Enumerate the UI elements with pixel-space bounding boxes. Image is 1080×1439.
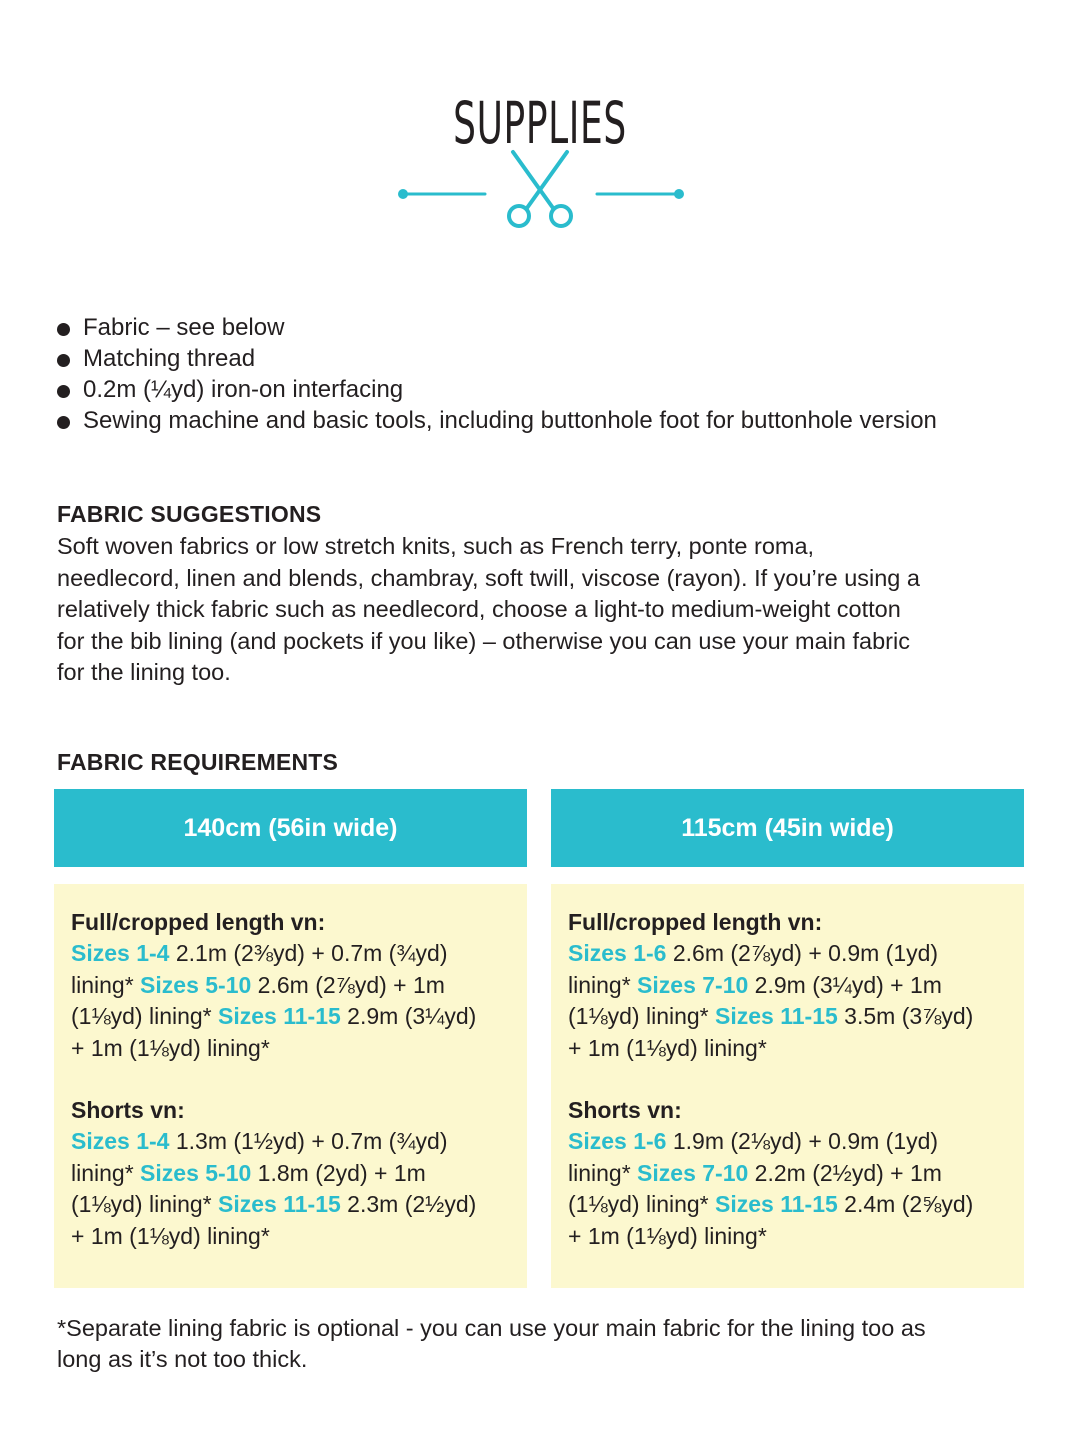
full-length-heading: Full/cropped length vn: bbox=[568, 909, 823, 935]
size-range: Sizes 1-6 bbox=[568, 940, 667, 966]
size-range: Sizes 1-4 bbox=[71, 940, 170, 966]
list-item: 0.2m (¼yd) iron-on interfacing bbox=[55, 374, 1035, 405]
supplies-list bbox=[55, 312, 1035, 436]
size-range: Sizes 5-10 bbox=[140, 1159, 252, 1186]
requirement-line bbox=[71, 970, 517, 1002]
full-length-heading: Full/cropped length vn: bbox=[71, 909, 326, 935]
column-header-140cm: 140cm (56in wide) bbox=[54, 789, 527, 867]
line-prefix: lining* bbox=[71, 1159, 141, 1186]
measurement: 1.9m (2⅛yd) + 0.9m (1yd) bbox=[666, 1128, 939, 1154]
measurement: 1.8m (2yd) + 1m bbox=[251, 1159, 426, 1186]
requirements-panel-140cm bbox=[54, 884, 527, 1288]
scissors-divider bbox=[395, 148, 687, 230]
text-line: for the lining too. bbox=[57, 659, 231, 685]
fabric-requirements-heading: FABRIC REQUIREMENTS bbox=[57, 749, 339, 775]
size-range: Sizes 7-10 bbox=[637, 971, 749, 998]
measurement: 2.3m (2½yd) bbox=[340, 1191, 477, 1217]
requirement-line bbox=[71, 1189, 517, 1221]
measurement: + 1m (1⅛yd) lining* bbox=[568, 1034, 767, 1061]
measurement: + 1m (1⅛yd) lining* bbox=[71, 1034, 270, 1061]
size-range: Sizes 1-6 bbox=[568, 1128, 667, 1154]
shorts-heading: Shorts vn: bbox=[568, 1097, 682, 1123]
measurement: 2.9m (3¼yd) bbox=[340, 1003, 477, 1029]
column-header-115cm: 115cm (45in wide) bbox=[551, 789, 1024, 867]
text-line: relatively thick fabric such as needlecord, choose a light-to medium-weight cotton bbox=[57, 596, 901, 622]
requirement-line bbox=[568, 1033, 1014, 1065]
line-prefix: lining* bbox=[71, 971, 141, 998]
requirement-line bbox=[71, 938, 517, 970]
list-item: Sewing machine and basic tools, including buttonhole foot for buttonhole version bbox=[55, 405, 1035, 436]
measurement: 2.9m (3¼yd) + 1m bbox=[748, 971, 942, 998]
shorts-lines bbox=[71, 1126, 517, 1252]
requirement-line bbox=[568, 1126, 1014, 1158]
measurement: 2.1m (2⅜yd) + 0.7m (¾yd) bbox=[169, 940, 448, 966]
text-line: Soft woven fabrics or low stretch knits, such as French terry, ponte roma, bbox=[57, 533, 815, 559]
list-item: Matching thread bbox=[55, 343, 1035, 374]
size-range: Sizes 11-15 bbox=[218, 1003, 341, 1029]
size-range: Sizes 11-15 bbox=[715, 1003, 838, 1029]
size-range: Sizes 11-15 bbox=[715, 1191, 838, 1217]
line-prefix: lining* bbox=[568, 1159, 638, 1186]
list-item: Fabric – see below bbox=[55, 312, 1035, 343]
scissors-icon bbox=[509, 152, 571, 226]
requirement-line bbox=[71, 1033, 517, 1065]
measurement: 2.6m (2⅞yd) + 1m bbox=[251, 971, 445, 998]
measurement: + 1m (1⅛yd) lining* bbox=[71, 1222, 270, 1249]
line-prefix: (1⅛yd) lining* bbox=[568, 1003, 716, 1029]
size-range: Sizes 1-4 bbox=[71, 1128, 170, 1154]
requirement-line bbox=[568, 970, 1014, 1002]
requirements-panel-115cm bbox=[551, 884, 1024, 1288]
line-prefix: (1⅛yd) lining* bbox=[568, 1191, 716, 1217]
text-line: for the bib lining (and pockets if you like) – otherwise you can use your main fabric bbox=[57, 627, 910, 654]
requirement-line bbox=[568, 938, 1014, 970]
requirement-line bbox=[568, 1189, 1014, 1221]
line-prefix: lining* bbox=[568, 971, 638, 998]
text-line: needlecord, linen and blends, chambray, soft twill, viscose (rayon). If you’re using a bbox=[57, 564, 920, 591]
measurement: 2.2m (2½yd) + 1m bbox=[748, 1159, 942, 1186]
requirement-line bbox=[71, 1001, 517, 1033]
page-title: SUPPLIES bbox=[453, 88, 627, 157]
size-range: Sizes 7-10 bbox=[637, 1159, 749, 1186]
requirement-line bbox=[568, 1001, 1014, 1033]
size-range: Sizes 5-10 bbox=[140, 971, 252, 998]
requirement-line bbox=[568, 1158, 1014, 1190]
measurement: 2.4m (2⅝yd) bbox=[837, 1191, 974, 1217]
full-length-lines bbox=[71, 938, 517, 1064]
fabric-suggestions-heading: FABRIC SUGGESTIONS bbox=[57, 501, 322, 527]
measurement: 1.3m (1½yd) + 0.7m (¾yd) bbox=[169, 1128, 448, 1154]
requirement-line bbox=[71, 1126, 517, 1158]
requirement-line bbox=[568, 1221, 1014, 1253]
footnote-line: long as it’s not too thick. bbox=[57, 1346, 308, 1372]
line-prefix: (1⅛yd) lining* bbox=[71, 1191, 219, 1217]
fabric-suggestions-text bbox=[57, 531, 1027, 689]
shorts-heading: Shorts vn: bbox=[71, 1097, 185, 1123]
measurement: 3.5m (3⅞yd) bbox=[837, 1003, 974, 1029]
line-prefix: (1⅛yd) lining* bbox=[71, 1003, 219, 1029]
full-length-lines bbox=[568, 938, 1014, 1064]
size-range: Sizes 11-15 bbox=[218, 1191, 341, 1217]
footnote bbox=[57, 1313, 1037, 1375]
requirement-line bbox=[71, 1158, 517, 1190]
measurement: 2.6m (2⅞yd) + 0.9m (1yd) bbox=[666, 940, 939, 966]
requirement-line bbox=[71, 1221, 517, 1253]
measurement: + 1m (1⅛yd) lining* bbox=[568, 1222, 767, 1249]
footnote-line: *Separate lining fabric is optional - you can use your main fabric for the lining too as bbox=[57, 1315, 926, 1341]
shorts-lines bbox=[568, 1126, 1014, 1252]
